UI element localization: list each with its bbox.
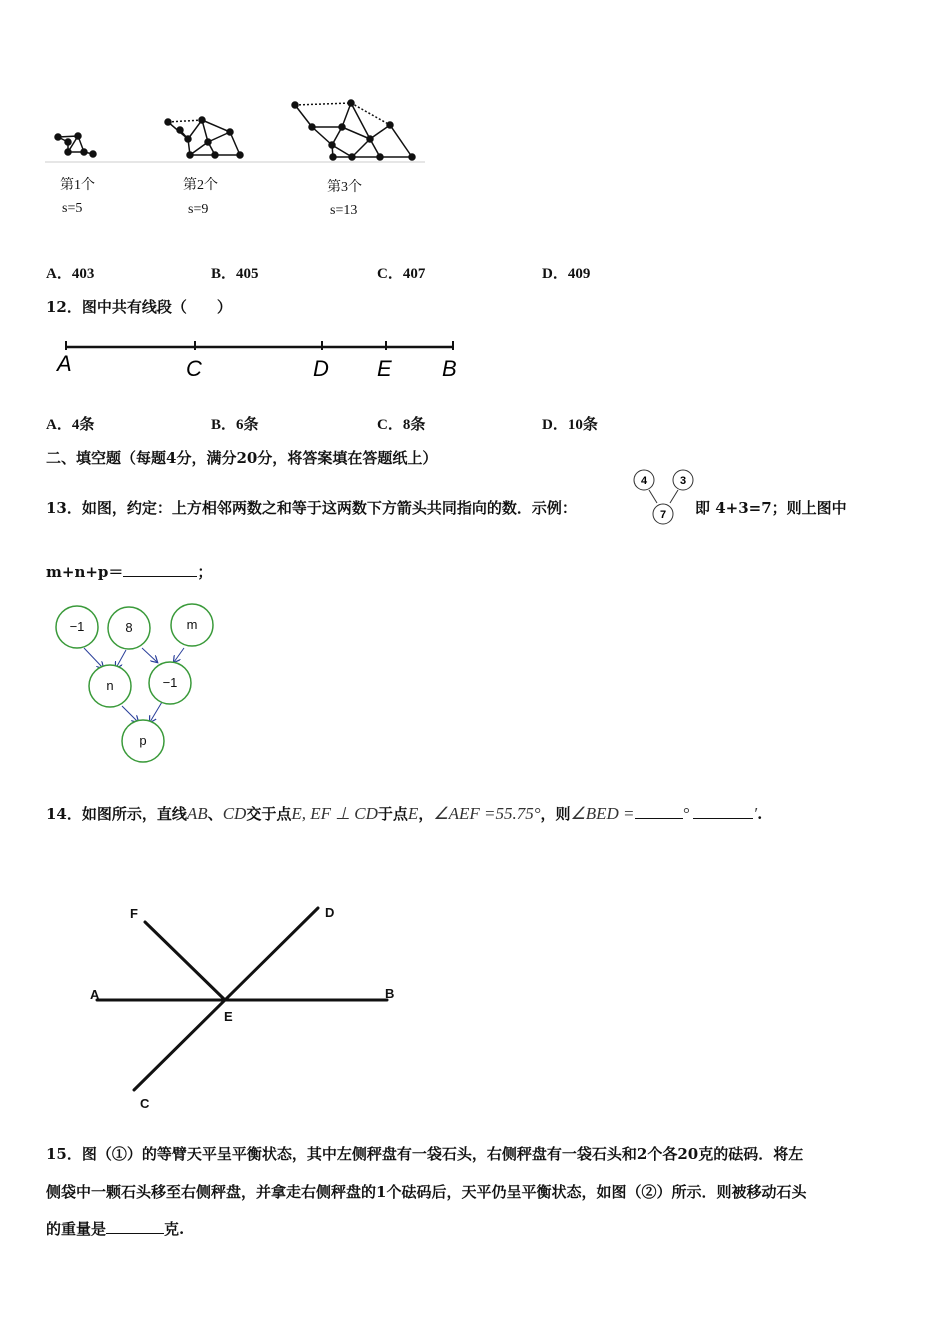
- q12-point-c: C: [186, 356, 202, 381]
- q14-label-c: C: [140, 1096, 150, 1111]
- q11-option-a[interactable]: A．403: [46, 266, 95, 282]
- q14-label-e: E: [224, 1009, 233, 1024]
- pattern-s-2: s=9: [188, 202, 209, 217]
- q13-node-top-3: m: [186, 617, 198, 632]
- q13-node-mid-2: −1: [162, 675, 178, 690]
- q13-after-example: 即 4+3=7；则上图中: [695, 499, 847, 517]
- pattern-graph-1: [55, 133, 96, 157]
- q12-option-d[interactable]: D．10条: [542, 417, 598, 433]
- q13-node-bottom: p: [139, 733, 147, 748]
- q13-example-c: 7: [659, 509, 667, 521]
- q11-option-c[interactable]: C．407: [377, 266, 426, 282]
- pattern-label-2: 第2个: [183, 178, 218, 193]
- q13-example-b: 3: [679, 475, 687, 487]
- pattern-label-1: 第1个: [60, 178, 95, 193]
- q12-point-d: D: [313, 356, 329, 381]
- q13-example-a: 4: [640, 475, 648, 487]
- q14-stem: 14．如图所示，直线AB、CD交于点E, EF ⊥ CD于点E，∠AEF =55.75°，则∠BED = ° ′.: [46, 804, 763, 823]
- q15-line-2: 侧袋中一颗石头移至右侧秤盘，并拿走右侧秤盘的1个砝码后，天平仍呈平衡状态，如图（②）所示．则被移动石头: [46, 1183, 807, 1201]
- q15-answer-blank[interactable]: [106, 1219, 164, 1234]
- section-heading: 二、填空题（每题4分，满分20分，将答案填在答题纸上）: [46, 449, 438, 467]
- pattern-s-3: s=13: [330, 203, 358, 218]
- pattern-s-1: s=5: [62, 201, 83, 216]
- q13-answer-blank[interactable]: [123, 562, 197, 577]
- q12-segment-figure: [55, 338, 465, 383]
- q13-expression: m+n+p＝ ；: [46, 563, 213, 581]
- pattern-graph-2: [165, 117, 243, 158]
- q14-label-b: B: [385, 986, 395, 1001]
- q13-node-mid-1: n: [106, 678, 114, 693]
- q12-stem: 12．图中共有线段（ ）: [46, 298, 232, 316]
- q15-line-3: 的重量是 克.: [46, 1220, 185, 1238]
- q14-label-f: F: [130, 906, 138, 921]
- q14-degree-blank[interactable]: [635, 804, 683, 819]
- q13-stem: 13．如图，约定：上方相邻两数之和等于这两数下方箭头共同指向的数．示例：: [46, 499, 577, 517]
- q12-option-b[interactable]: B．6条: [211, 417, 259, 433]
- q15-line-1: 15．图（①）的等臂天平呈平衡状态，其中左侧秤盘有一袋石头，右侧秤盘有一袋石头和2个各20克的砝码．将左: [46, 1145, 804, 1163]
- q14-lines-figure: [85, 900, 405, 1115]
- q14-label-a: A: [90, 987, 100, 1002]
- q12-option-c[interactable]: C．8条: [377, 417, 426, 433]
- q12-option-a[interactable]: A．4条: [46, 417, 95, 433]
- q12-point-e: E: [377, 356, 392, 381]
- pattern-label-3: 第3个: [327, 180, 362, 195]
- pattern-graphs: [40, 95, 440, 175]
- q14-minute-blank[interactable]: [693, 804, 753, 819]
- q12-point-a: A: [57, 351, 72, 376]
- q13-node-top-1: −1: [69, 619, 85, 634]
- q13-number-tree: [50, 598, 230, 768]
- q11-option-b[interactable]: B．405: [211, 266, 259, 282]
- q13-node-top-2: 8: [125, 620, 133, 635]
- q12-point-b: B: [442, 356, 457, 381]
- q14-label-d: D: [325, 905, 335, 920]
- pattern-graph-3: [292, 100, 415, 160]
- q13-example-diagram: [628, 467, 698, 529]
- q11-option-d[interactable]: D．409: [542, 266, 591, 282]
